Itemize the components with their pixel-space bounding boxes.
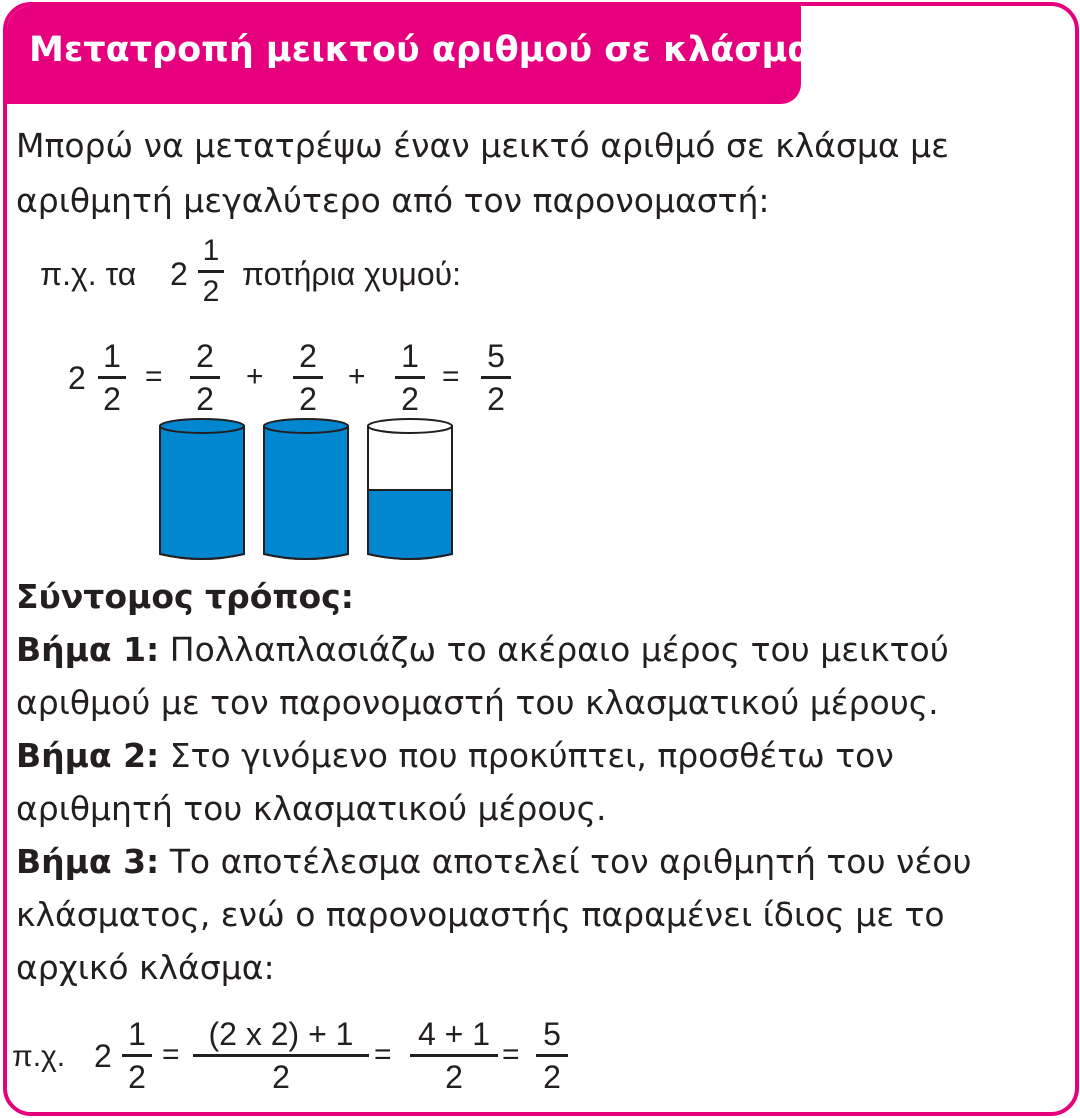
eq1-num-3: 1 bbox=[401, 338, 419, 374]
step-1-line-2: αριθμού με τον παρονομαστή του κλασματικού μέρους. bbox=[16, 683, 939, 722]
eq1-fraction-1 bbox=[190, 340, 220, 415]
intro-line-1: Μπορώ να μετατρέψω έναν μεικτό αριθμό σε κλάσμα με bbox=[16, 126, 949, 165]
eq1-den-4: 2 bbox=[487, 381, 505, 417]
example1-denominator: 2 bbox=[202, 275, 220, 308]
example1-fraction bbox=[198, 236, 224, 307]
example1-prefix: π.χ. τα bbox=[40, 256, 137, 292]
step-3-line-2: κλάσματος, ενώ ο παρονομαστής παραμένει ίδιος με το bbox=[16, 895, 945, 934]
ex2-den-0: 2 bbox=[128, 1059, 146, 1095]
intro-text bbox=[16, 118, 1056, 228]
eq1-den-3: 2 bbox=[401, 381, 419, 417]
ex2-den-1: 2 bbox=[272, 1059, 290, 1095]
eq1-fraction-2 bbox=[293, 340, 323, 415]
step-3-line-1: Το αποτέλεσμα αποτελεί τον αριθμητή του νέου bbox=[169, 842, 972, 881]
eq1-plus-2: + bbox=[348, 360, 366, 393]
eq1-plus-1: + bbox=[246, 360, 264, 393]
ex2-fraction-1 bbox=[193, 1018, 369, 1093]
ex2-fraction-3 bbox=[536, 1018, 568, 1093]
eq1-den-0: 2 bbox=[103, 381, 121, 417]
glass-rim bbox=[160, 419, 244, 433]
ex2-equals-1: = bbox=[162, 1038, 180, 1071]
ex2-num-1: (2 x 2) + 1 bbox=[208, 1016, 354, 1052]
juice-liquid bbox=[368, 490, 452, 559]
eq1-equals-2: = bbox=[442, 360, 460, 393]
title-banner bbox=[7, 6, 826, 104]
eq1-fraction-4 bbox=[481, 340, 511, 415]
step-1-line-1: Πολλαπλασιάζω το ακέραιο μέρος του μεικτού bbox=[169, 630, 949, 669]
steps-section bbox=[16, 570, 1066, 994]
ex2-equals-2: = bbox=[374, 1038, 392, 1071]
eq1-equals-1: = bbox=[145, 360, 163, 393]
glass-rim bbox=[264, 419, 348, 433]
ex2-num-2: 4 + 1 bbox=[417, 1016, 491, 1052]
example1-whole: 2 bbox=[170, 256, 188, 292]
eq1-whole: 2 bbox=[68, 360, 86, 396]
juice-glass bbox=[160, 419, 244, 559]
eq1-fraction-3 bbox=[395, 340, 425, 415]
step-2-line-1: Στο γινόμενο που προκύπτει, προσθέτω τον bbox=[169, 736, 894, 775]
short-way-heading bbox=[16, 570, 1066, 623]
step-3-label: Βήμα 3: bbox=[16, 842, 160, 881]
step-2-line-2: αριθμητή του κλασματικού μέρους. bbox=[16, 789, 607, 828]
eq1-num-1: 2 bbox=[196, 338, 214, 374]
ex2-den-2: 2 bbox=[445, 1059, 463, 1095]
juice-glass bbox=[264, 419, 348, 559]
juice-liquid bbox=[160, 426, 244, 559]
page-title: Μετατροπή μεικτού αριθμού σε κλάσμα: bbox=[29, 30, 826, 70]
step-1 bbox=[16, 623, 1066, 729]
intro-line-2: αριθμητή μεγαλύτερο από τον παρονομαστή: bbox=[16, 181, 770, 220]
step-2 bbox=[16, 729, 1066, 835]
ex2-den-3: 2 bbox=[543, 1059, 561, 1095]
juice-liquid bbox=[264, 426, 348, 559]
step-2-label: Βήμα 2: bbox=[16, 736, 160, 775]
ex2-num-0: 1 bbox=[128, 1016, 146, 1052]
juice-glass bbox=[368, 419, 452, 559]
ex2-fraction-2 bbox=[410, 1018, 498, 1093]
step-1-label: Βήμα 1: bbox=[16, 630, 160, 669]
example2-whole: 2 bbox=[94, 1038, 112, 1074]
eq1-den-2: 2 bbox=[299, 381, 317, 417]
step-3-line-3: αρχικό κλάσμα: bbox=[16, 948, 275, 987]
juice-glasses-illustration bbox=[150, 416, 470, 562]
eq1-num-0: 1 bbox=[103, 338, 121, 374]
ex2-equals-3: = bbox=[502, 1038, 520, 1071]
eq1-fraction-0 bbox=[98, 340, 126, 415]
glass-rim bbox=[368, 419, 452, 433]
example1-numerator: 1 bbox=[202, 234, 220, 267]
eq1-num-4: 5 bbox=[487, 338, 505, 374]
ex2-num-3: 5 bbox=[543, 1016, 561, 1052]
eq1-num-2: 2 bbox=[299, 338, 317, 374]
short-way-label: Σύντομος τρόπος: bbox=[16, 577, 354, 616]
eq1-den-1: 2 bbox=[196, 381, 214, 417]
example2-prefix: π.χ. bbox=[12, 1040, 66, 1073]
example1-suffix: ποτήρια χυμού: bbox=[242, 256, 462, 292]
step-3 bbox=[16, 835, 1066, 994]
ex2-fraction-0 bbox=[122, 1018, 152, 1093]
